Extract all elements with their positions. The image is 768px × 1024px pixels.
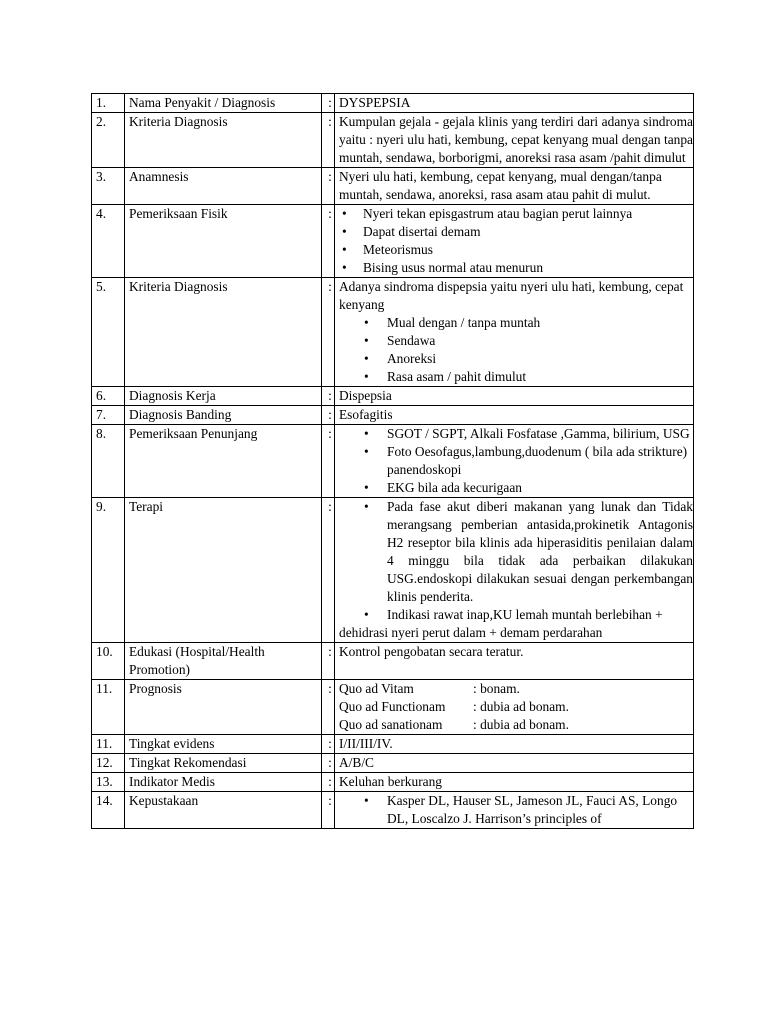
row-number: 10. [92, 643, 125, 680]
row-number: 13. [92, 773, 125, 792]
row-label: Kepustakaan [125, 792, 322, 829]
bullet-list [339, 425, 693, 497]
list-item: • Meteorismus [339, 241, 693, 259]
list-item: • EKG bila ada kecurigaan [339, 479, 693, 497]
row-colon: : [322, 773, 335, 792]
list-item: • Foto Oesofagus,lambung,duodenum ( bila ada strikture) panendoskopi [339, 443, 693, 479]
table-row [92, 643, 694, 680]
row-label: Diagnosis Banding [125, 406, 322, 425]
table-row [92, 773, 694, 792]
table-row [92, 735, 694, 754]
table-row [92, 792, 694, 829]
prognosis-value: : dubia ad bonam. [473, 699, 569, 714]
row-label: Nama Penyakit / Diagnosis [125, 94, 322, 113]
row-label: Prognosis [125, 680, 322, 735]
clinical-pathway-table [91, 93, 694, 829]
row-colon: : [322, 113, 335, 168]
list-item: • Mual dengan / tanpa muntah [339, 314, 693, 332]
table-row [92, 168, 694, 205]
row-label: Edukasi (Hospital/Health Promotion) [125, 643, 322, 680]
bullet-list [339, 205, 693, 277]
row-value [335, 792, 694, 829]
row-number: 11. [92, 735, 125, 754]
row-colon: : [322, 792, 335, 829]
row-number: 14. [92, 792, 125, 829]
prognosis-key: Quo ad Vitam [339, 681, 414, 696]
prognosis-line [339, 716, 693, 734]
row-number: 4. [92, 205, 125, 278]
table-row [92, 498, 694, 643]
table-row [92, 425, 694, 498]
prognosis-line [339, 680, 693, 698]
row-value [335, 278, 694, 387]
row-number: 8. [92, 425, 125, 498]
row-colon: : [322, 735, 335, 754]
row-number: 3. [92, 168, 125, 205]
table-row [92, 278, 694, 387]
row-number: 7. [92, 406, 125, 425]
row-outro-text: dehidrasi nyeri perut dalam + demam perdarahan [339, 625, 603, 640]
row-value: Keluhan berkurang [335, 773, 694, 792]
bullet-list [339, 314, 693, 386]
row-colon: : [322, 205, 335, 278]
row-value [335, 205, 694, 278]
row-value: Nyeri ulu hati, kembung, cepat kenyang, mual dengan/tanpa muntah, sendawa, anoreksi, rasa asam atau pahit di mulut. [335, 168, 694, 205]
table-row [92, 94, 694, 113]
row-colon: : [322, 406, 335, 425]
prognosis-key: Quo ad sanationam [339, 717, 443, 732]
row-label: Kriteria Diagnosis [125, 278, 322, 387]
reference-clip [339, 792, 693, 828]
row-value [335, 680, 694, 735]
row-label: Terapi [125, 498, 322, 643]
row-value: I/II/III/IV. [335, 735, 694, 754]
prognosis-value: : bonam. [473, 681, 520, 696]
row-value: A/B/C [335, 754, 694, 773]
row-colon: : [322, 498, 335, 643]
row-label: Pemeriksaan Penunjang [125, 425, 322, 498]
row-label: Diagnosis Kerja [125, 387, 322, 406]
row-value: Kumpulan gejala - gejala klinis yang terdiri dari adanya sindroma yaitu : nyeri ulu hati, kembung, cepat kenyang mual dengan tanpa muntah, sendawa, borborigmi, anoreksi rasa asam /pahit dimulut [335, 113, 694, 168]
prognosis-line [339, 698, 693, 716]
row-colon: : [322, 680, 335, 735]
list-item: • Bising usus normal atau menurun [339, 259, 693, 277]
row-number: 9. [92, 498, 125, 643]
table-row [92, 113, 694, 168]
row-label: Tingkat evidens [125, 735, 322, 754]
table-row [92, 205, 694, 278]
row-colon: : [322, 94, 335, 113]
row-number: 1. [92, 94, 125, 113]
list-item: • Rasa asam / pahit dimulut [339, 368, 693, 386]
row-number: 5. [92, 278, 125, 387]
row-value [335, 425, 694, 498]
row-number: 6. [92, 387, 125, 406]
row-intro-text: Adanya sindroma dispepsia yaitu nyeri ulu hati, kembung, cepat kenyang [339, 279, 684, 312]
row-value [335, 498, 694, 643]
row-label: Anamnesis [125, 168, 322, 205]
row-value: Esofagitis [335, 406, 694, 425]
row-label: Tingkat Rekomendasi [125, 754, 322, 773]
row-number: 11. [92, 680, 125, 735]
table-row [92, 754, 694, 773]
table-row [92, 387, 694, 406]
prognosis-value: : dubia ad bonam. [473, 717, 569, 732]
list-item: • Sendawa [339, 332, 693, 350]
list-item: • Dapat disertai demam [339, 223, 693, 241]
bullet-list [339, 498, 693, 624]
row-label: Indikator Medis [125, 773, 322, 792]
row-colon: : [322, 643, 335, 680]
row-colon: : [322, 168, 335, 205]
row-label: Kriteria Diagnosis [125, 113, 322, 168]
prognosis-key: Quo ad Functionam [339, 699, 446, 714]
list-item: • Pada fase akut diberi makanan yang lunak dan Tidak merangsang pemberian antasida,prokinetik Antagonis H2 reseptor bila klinis ada hiperasiditis penilaian dalam 4 minggu bila tidak ada perbaikan dilakukan USG.endoskopi dilakukan sesuai dengan perkembangan klinis penderita. [339, 498, 693, 606]
row-number: 12. [92, 754, 125, 773]
row-colon: : [322, 754, 335, 773]
row-colon: : [322, 387, 335, 406]
table-row [92, 680, 694, 735]
row-value: Dispepsia [335, 387, 694, 406]
list-item: • Indikasi rawat inap,KU lemah muntah berlebihan + [339, 606, 693, 624]
table-row [92, 406, 694, 425]
row-value: DYSPEPSIA [335, 94, 694, 113]
row-value: Kontrol pengobatan secara teratur. [335, 643, 694, 680]
row-label: Pemeriksaan Fisik [125, 205, 322, 278]
list-item: • Nyeri tekan episgastrum atau bagian perut lainnya [339, 205, 693, 223]
bullet-list [339, 792, 693, 828]
list-item: • SGOT / SGPT, Alkali Fosfatase ,Gamma, bilirium, USG [339, 425, 693, 443]
list-item: • Anoreksi [339, 350, 693, 368]
row-colon: : [322, 425, 335, 498]
row-number: 2. [92, 113, 125, 168]
row-colon: : [322, 278, 335, 387]
list-item: • Kasper DL, Hauser SL, Jameson JL, Fauci AS, Longo DL, Loscalzo J. Harrison’s principles of [339, 792, 693, 828]
